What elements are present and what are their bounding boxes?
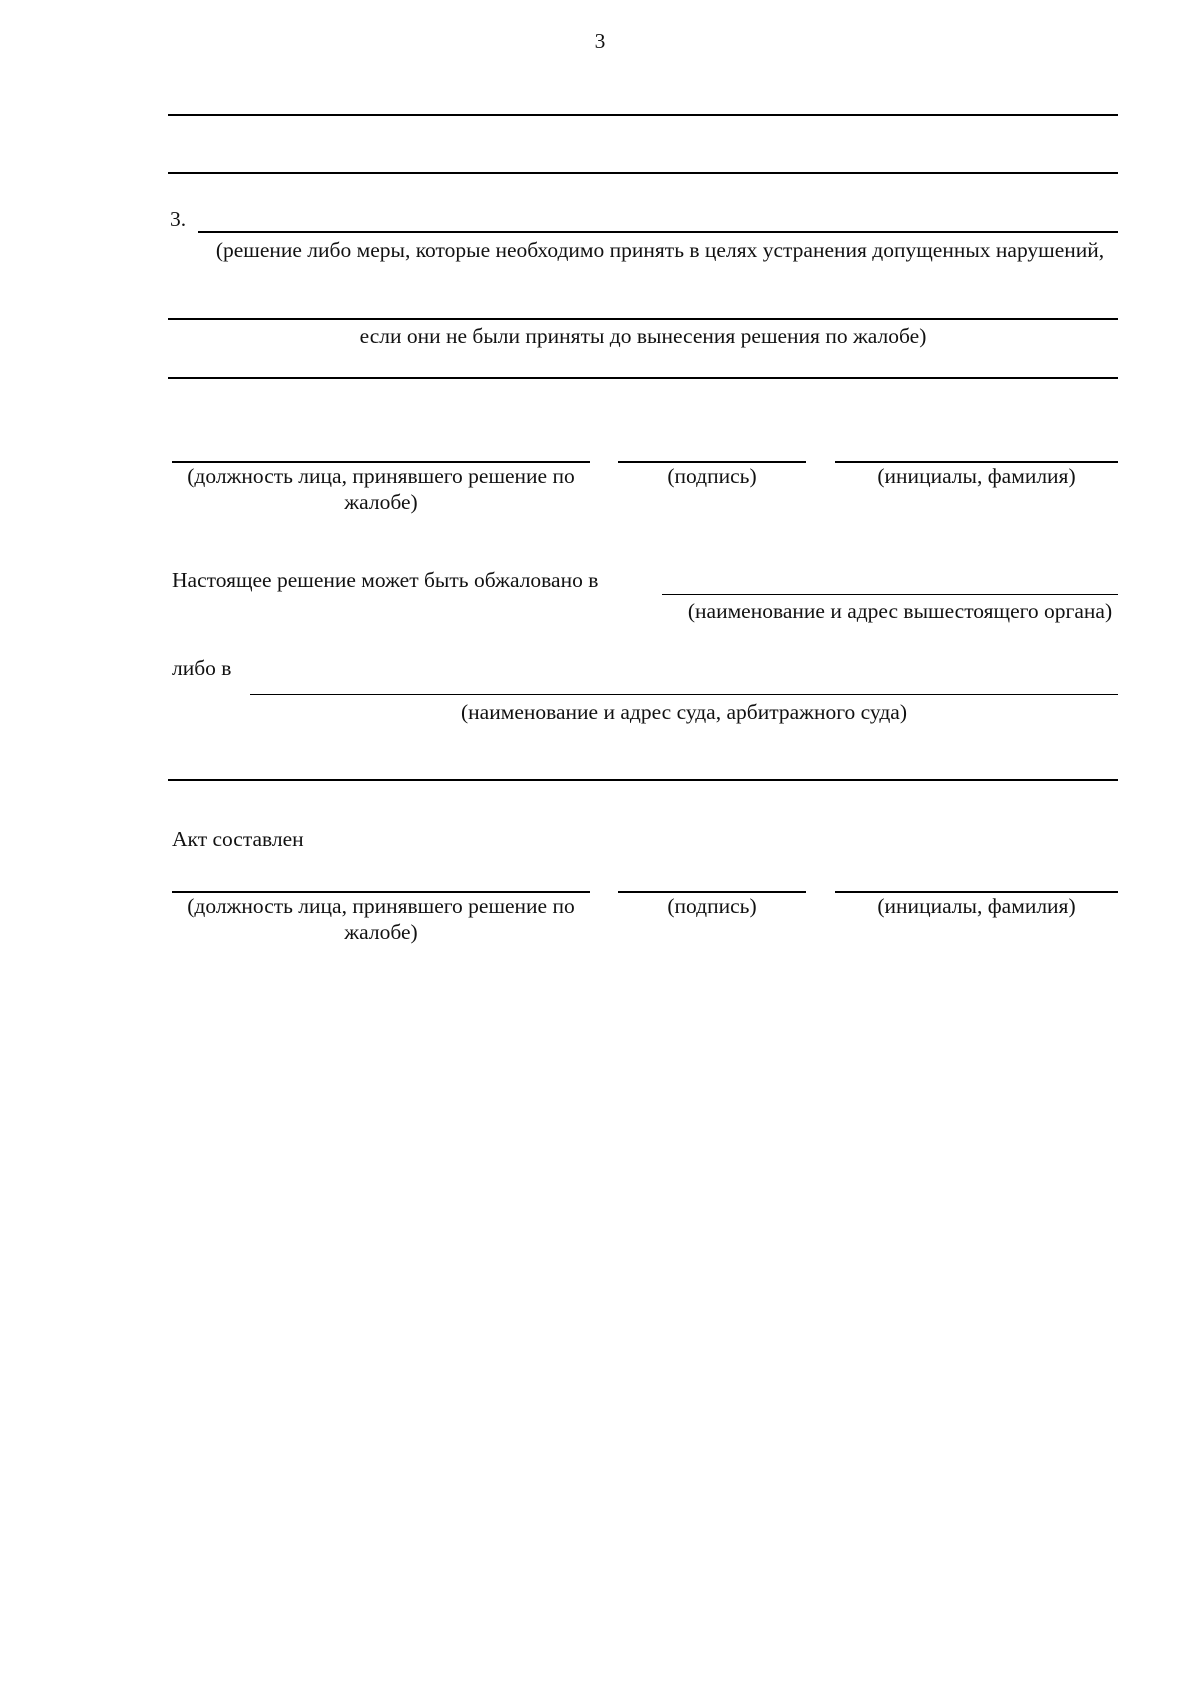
- position-caption-2: (должность лица, принявшего решение по жалобе): [187, 894, 575, 944]
- page-number: 3: [594, 29, 606, 53]
- signature-caption-1: (подпись): [667, 464, 757, 488]
- name-caption-2: (инициалы, фамилия): [877, 894, 1076, 918]
- or-text: либо в: [172, 656, 232, 680]
- court-caption: (наименование и адрес суда, арбитражного суда): [461, 700, 907, 724]
- blank-line-2: [168, 172, 1118, 174]
- item-3-caption-1: (решение либо меры, которые необходимо принять в целях устранения допущенных нарушений,: [215, 238, 1105, 262]
- name-caption-1: (инициалы, фамилия): [877, 464, 1076, 488]
- position-caption-1: (должность лица, принявшего решение по жалобе): [187, 464, 575, 514]
- blank-line-1: [168, 114, 1118, 116]
- blank-line-4: [168, 779, 1118, 781]
- signature-caption-2: (подпись): [667, 894, 757, 918]
- appeal-authority-caption: (наименование и адрес вышестоящего органа): [687, 599, 1113, 623]
- appeal-text: Настоящее решение может быть обжаловано в: [172, 568, 599, 592]
- item-3-number: 3.: [170, 207, 187, 231]
- appeal-authority-field-line: [662, 594, 1118, 595]
- act-compiled-text: Акт составлен: [172, 827, 304, 851]
- item-3-caption-2: если они не были приняты до вынесения решения по жалобе): [359, 324, 927, 348]
- item-3-field-line: [198, 231, 1118, 233]
- item-3-continuation-line: [168, 318, 1118, 320]
- blank-line-3: [168, 377, 1118, 379]
- court-field-line: [250, 694, 1118, 695]
